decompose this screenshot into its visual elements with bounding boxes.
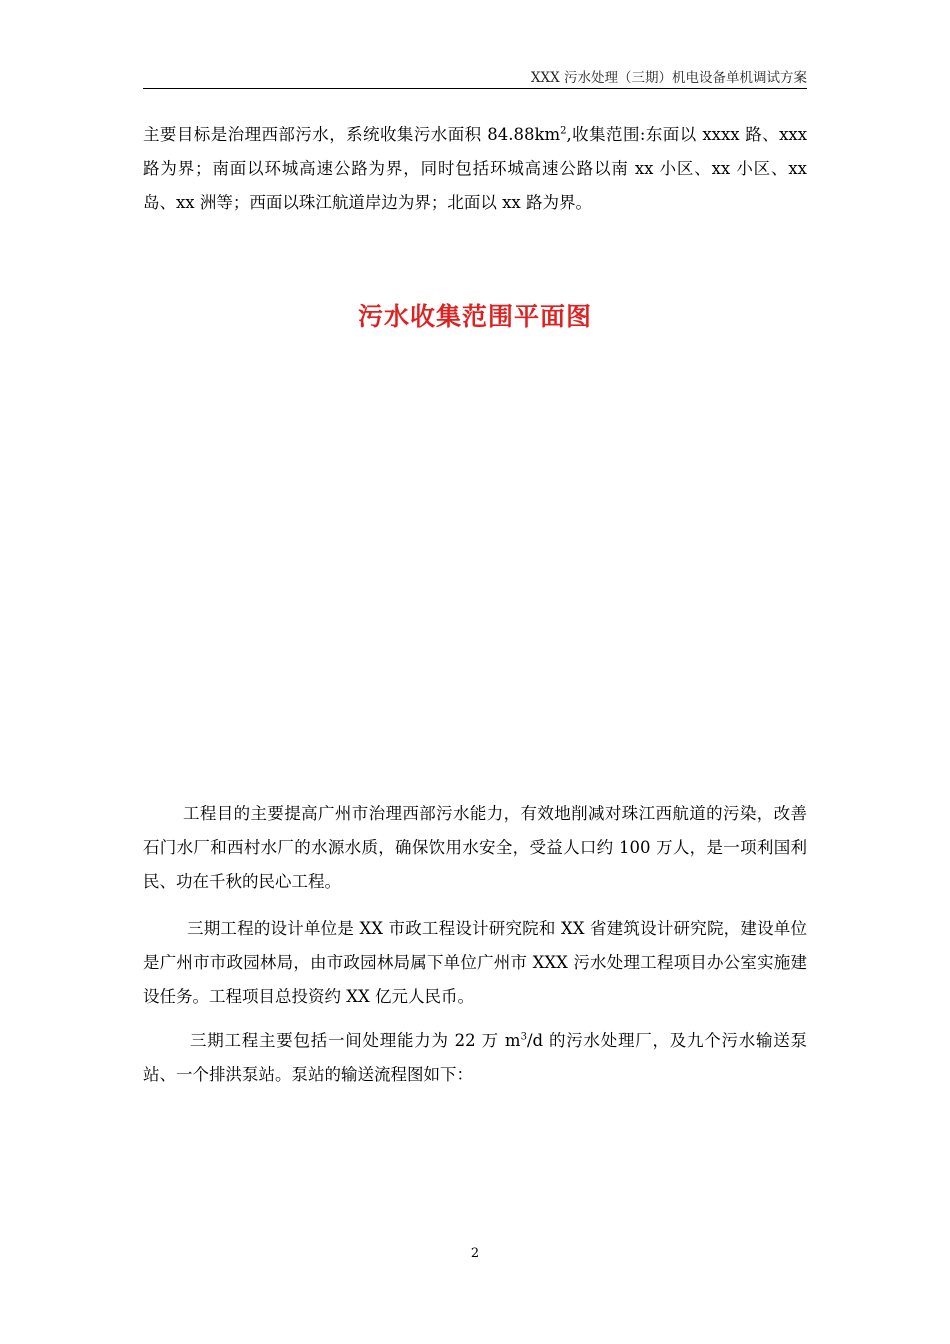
paragraph-text: 主要目标是治理西部污水，系统收集污水面积 84.88km <box>143 125 561 144</box>
paragraph-collection-scope <box>143 118 807 220</box>
page-number: 2 <box>470 1246 480 1261</box>
paragraph-text: ,收集范围:东面以 xxxx 路、xxx 路为界；南面以环城高速公路为界，同时包括环城高速公路以南 xx 小区、xx 小区、xx 岛、xx 洲等；西面以珠江航道岸边为界；北面以 xx 路为界。 <box>143 125 807 212</box>
figure-title: 污水收集范围平面图 <box>357 302 592 331</box>
paragraph-project-purpose: 工程目的主要提高广州市治理西部污水能力，有效地削减对珠江西航道的污染，改善石门水厂和西村水厂的水源水质，确保饮用水安全，受益人口约 100 万人，是一项利国利民、功在千秋的民心工程。 <box>143 804 807 891</box>
paragraph-text: /d 的污水处理厂，及九个污水输送泵站、一个排洪泵站。泵站的输送流程图如下： <box>143 1031 807 1084</box>
figure-placeholder <box>143 350 807 770</box>
superscript: 2 <box>560 125 567 137</box>
paragraph-design-units: 三期工程的设计单位是 XX 市政工程设计研究院和 XX 省建筑设计研究院，建设单位是广州市市政园林局，由市政园林局属下单位广州市 XXX 污水处理工程项目办公室实施建设任务。工程项目总投资约 XX 亿元人民币。 <box>143 919 807 1006</box>
running-header: XXX 污水处理（三期）机电设备单机调试方案 <box>530 70 807 86</box>
paragraph-text: 三期工程主要包括一间处理能力为 22 万 m <box>190 1031 521 1050</box>
paragraph-phase3-scope <box>143 1024 807 1092</box>
superscript: 3 <box>520 1031 527 1043</box>
header-divider <box>143 88 807 89</box>
